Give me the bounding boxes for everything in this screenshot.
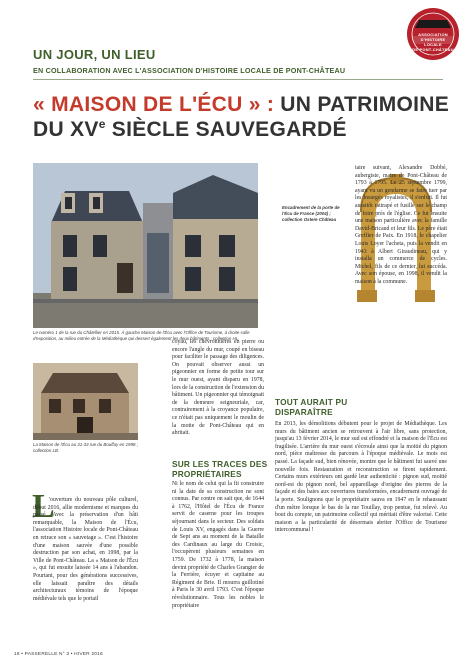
drop-cap: L bbox=[32, 488, 55, 525]
photo1-caption: Le numéro 1 de la rue du Châtellier en 2015. À gauche Maison de l'Écu avec l'Office de Tourisme, à droite salle d'exposition, au milieu entrée de la Médiathèque qui dessert également les deux bâtiments ; collection HL. bbox=[33, 330, 250, 341]
page-footer: 18 • PASSERELLE N° 3 • HIVER 2016 bbox=[14, 652, 103, 657]
paragraph-owners: Ni le nom de celui qui la fit construire ni la date de sa construction ne sont connus. Par contre on sait que, de 1644 à 1762, l'Hôtel de l'Écu de France servit de caserne pour les troupes séjournant dans le secteur. Des soldats de Louis XV, engagés dans la Guerre de Sept ans au moment de la Bataille des Cardinaux au large du Croisic, l'occupèrent plusieurs semaines en 1759. De 1732 à 1778, la maison devint propriété de Charles Grangier de la Ferrière, écuyer et capitaine au Régiment de Brie. Il mourra guillotiné à Paris le 30 avril 1793. C'est l'époque révolutionnaire. Tous les nobles le propriétaire bbox=[172, 481, 264, 609]
subhead-vanish: TOUT AURAIT PU DISPARAÎTRE bbox=[275, 397, 348, 417]
headline-part1: « MAISON DE L'ÉCU » : bbox=[33, 93, 275, 116]
section-kicker: UN JOUR, UN LIEU bbox=[33, 47, 156, 62]
headline-sup: e bbox=[98, 117, 106, 131]
door-caption: Encadrement de la porte de l'Écu de France (2004) ; collection Ostere Château bbox=[282, 205, 340, 222]
article-headline bbox=[33, 92, 453, 142]
paragraph-intro: 'ouverture du nouveau pôle culturel, début 2016, allie modernisme et marques du passé. Avec la préservation d'un bâti remarquable, la Maison de l'Écu, l'association Histoire locale de Pont-Château en retrace son « sauvetage ». C'est l'histoire d'une maison sauvée d'une possible destruction par son achat, en 1998, par la Ville de Pont-Château. La « Maison de l'Écu », qui fut ensuite laissée 14 ans à l'abandon. Pourtant, pour des générations successives, elle laissait paraître des détails architecturaux témoins de l'époque médiévale tels que le portail bbox=[33, 497, 138, 602]
subhead-owners: SUR LES TRACES DES PROPRIÉTAIRES bbox=[172, 459, 268, 479]
headline-part3: DU XV bbox=[33, 118, 99, 141]
seal-text: ASSOCIATION D'HISTOIRE LOCALE DE PONT-CHÂTEAU bbox=[412, 32, 454, 52]
paragraph-owners-continued: taire suivant, Alexandre Dobbé, aubergiste, maire de Pont-Château de 1793 à 1795. Le 25 septembre 1799, ayant vu un gendarme se faire tuer par les Insurgés royalistes, il s'enfuit. Il fut aussitôt rattrapé et fusillé sur le champ de foire près de l'église. Ce fut ensuite une maison particulière avec la famille David-Bricaud et leur fils. Le père était Greffier de Paix. En 1918, le chapelier Louis Loyer l'acheta, puis la vendit en 1943 à Albert Giraudineau, qui y installa un commerce de cycles. Michel, fils de ce dernier, lui succéda. Avec son épouse, en 1998, il vendit la maison à la commune. bbox=[355, 165, 447, 285]
header-divider bbox=[33, 79, 443, 80]
old-house-photo bbox=[33, 363, 138, 440]
paragraph-vanish: En 2013, les démolitions débutent pour le projet de Médiathèque. Les murs du bâtiment ancien se retrouvent à l'air libre, sans protection, jusqu'au 13 février 2014, le mur sud est effondré et la maison de l'Écu est fragilisée. L'arrière du mur ouest s'écroule ainsi que la moitié du pignon nord, pièce maîtresse du parcours à l'époque médiévale. Le mois est passé. La façade sud, bien rénovée, montre que le bâtiment fut sauvé une nouvelle fois. Restauration et reconstruction se firent rapidement. Certains murs extérieurs ont gardé leur authenticité : pignon sud, moitié nord-est du pignon nord, bel appareillage d'origine des pierres de la façade et des baies aux ouvertures transformées, encadrement ouvragé de la porte. Soulignons que le propriétaire sauva en 1947 en le rehaussant d'un mètre lorsque le bas de la rue Touillay, trop pentue, fut relevé. Au bout du compte, un patrimoine collectif qui méritait d'être valorisé. Cette maison a la particularité de désormais abriter l'Office de Tourisme intercommunal ! bbox=[275, 421, 447, 534]
paragraph-pigeonnier: coyau, les chevronnières en pierre ou encore l'angle du mur, coupé en biseau pour faciliter le passage des diligences. On pouvait observer aussi un pigeonnier en forme de petite tour sur le mur ouest, ayant disparu en 1978, lors de la construction de l'extension du bâtiment. Un pigeonnier qui témoignait de la demeure seigneuriale, car, contrairement à la croyance populaire, ce n'était pas uniquement le moulin de la motte de Pont-Château qui en abritait. bbox=[172, 339, 264, 437]
headline-part2: UN PATRIMOINE bbox=[274, 93, 450, 116]
section-subkicker: EN COLLABORATION AVEC L'ASSOCIATION D'HISTOIRE LOCALE DE PONT-CHÂTEAU bbox=[33, 66, 346, 75]
headline-part4: SIÈCLE SAUVEGARDÉ bbox=[105, 118, 347, 141]
photo2-caption: La Maison de l'Écu au 31-33 rue du Bouffay en 1998 ; collection LB. bbox=[33, 442, 138, 453]
building-photo bbox=[33, 163, 258, 328]
